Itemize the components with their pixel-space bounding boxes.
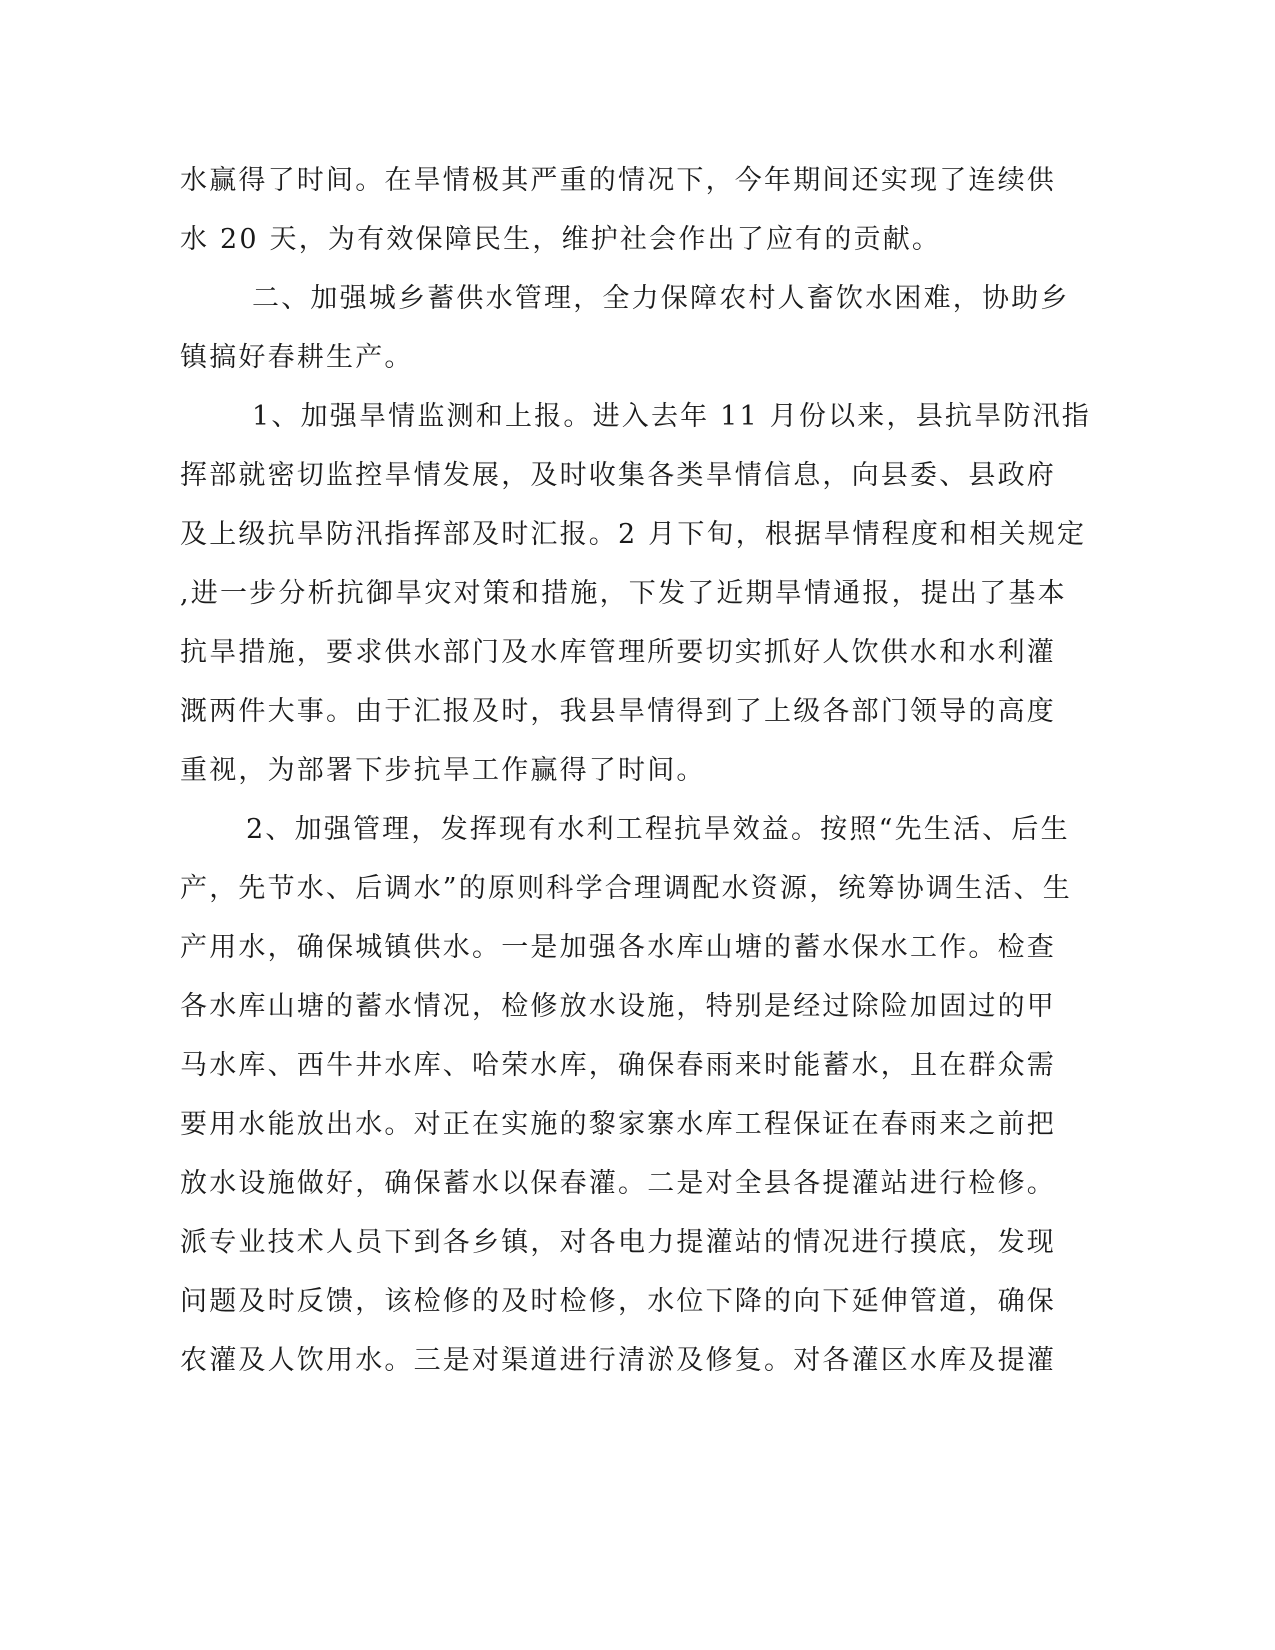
text-line: 重视，为部署下步抗旱工作赢得了时间。 bbox=[180, 755, 706, 786]
text-line: 马水库、西牛井水库、哈荣水库，确保春雨来时能蓄水，且在群众需 bbox=[180, 1050, 1056, 1081]
document-page bbox=[180, 0, 1091, 1650]
subsection-2-heading: 2、加强管理，发挥现有水利工程抗旱效益。按照“先生活、后生 bbox=[246, 814, 1070, 845]
text-line: 问题及时反馈，该检修的及时检修，水位下降的向下延伸管道，确保 bbox=[180, 1286, 1056, 1317]
text-line: 水赢得了时间。在旱情极其严重的情况下，今年期间还实现了连续供 bbox=[180, 165, 1056, 196]
text-line: 农灌及人饮用水。三是对渠道进行清淤及修复。对各灌区水库及提灌 bbox=[180, 1345, 1056, 1376]
subsection-1-heading: 1、加强旱情监测和上报。进入去年 11 月份以来，县抗旱防汛指 bbox=[252, 401, 1091, 432]
text-line: 及上级抗旱防汛指挥部及时汇报。2 月下旬，根据旱情程度和相关规定 bbox=[180, 519, 1087, 550]
section-heading-continued: 镇搞好春耕生产。 bbox=[180, 342, 414, 373]
text-line: 产，先节水、后调水”的原则科学合理调配水资源，统筹协调生活、生 bbox=[180, 873, 1073, 904]
section-heading: 二、加强城乡蓄供水管理，全力保障农村人畜饮水困难，协助乡 bbox=[252, 283, 1070, 314]
text-line: 水 20 天，为有效保障民生，维护社会作出了应有的贡献。 bbox=[180, 224, 942, 255]
text-line: 各水库山塘的蓄水情况，检修放水设施，特别是经过除险加固过的甲 bbox=[180, 991, 1056, 1022]
text-line: 派专业技术人员下到各乡镇，对各电力提灌站的情况进行摸底，发现 bbox=[180, 1227, 1056, 1258]
text-line: 挥部就密切监控旱情发展，及时收集各类旱情信息，向县委、县政府 bbox=[180, 460, 1056, 491]
text-line: 产用水，确保城镇供水。一是加强各水库山塘的蓄水保水工作。检查 bbox=[180, 932, 1056, 963]
text-line: 抗旱措施，要求供水部门及水库管理所要切实抓好人饮供水和水利灌 bbox=[180, 637, 1056, 668]
text-line: 要用水能放出水。对正在实施的黎家寨水库工程保证在春雨来之前把 bbox=[180, 1109, 1056, 1140]
text-line: 放水设施做好，确保蓄水以保春灌。二是对全县各提灌站进行检修。 bbox=[180, 1168, 1056, 1199]
text-line: ,进一步分析抗御旱灾对策和措施，下发了近期旱情通报，提出了基本 bbox=[180, 578, 1067, 609]
text-line: 溉两件大事。由于汇报及时，我县旱情得到了上级各部门领导的高度 bbox=[180, 696, 1056, 727]
